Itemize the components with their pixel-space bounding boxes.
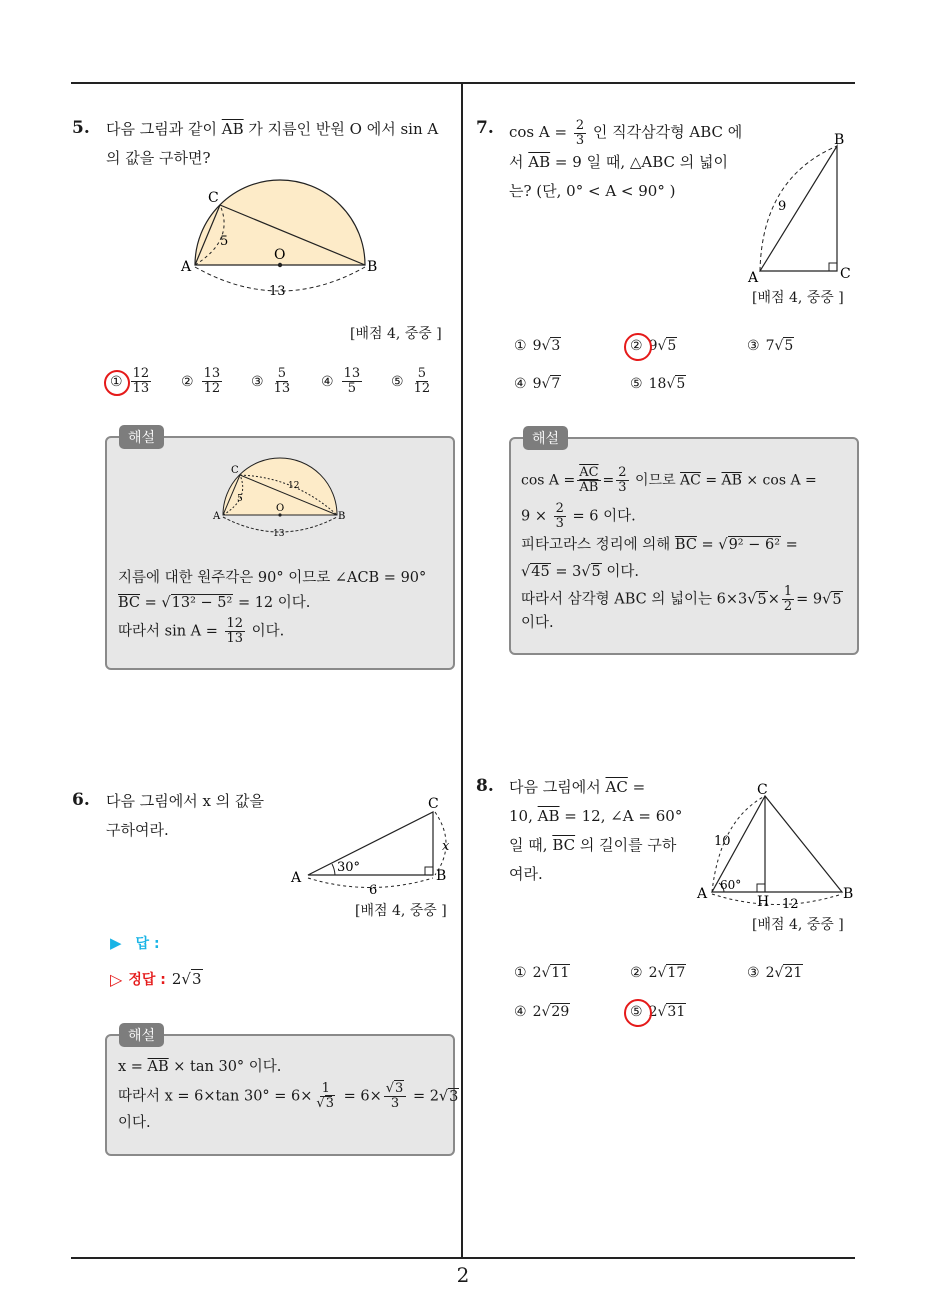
q7-choice-5[interactable]: ⑤ 18√5 [630,376,686,392]
label-h: H [757,894,770,910]
question-7-number: 7. [476,118,494,138]
q5-choice-4[interactable]: ④ $\frac{13}{5}$ [321,366,361,396]
correct-arrow-icon: ▷ [110,969,123,989]
q6-answer-row [110,933,160,953]
q7-choice-2[interactable]: ② 9√5 [630,338,677,354]
top-rule [71,82,855,84]
q8-choice-4[interactable]: ④ 2√29 [514,1004,570,1020]
label-9: 9 [778,199,787,214]
q5-choice-1[interactable]: ① $\frac{12}{13}$ [110,366,150,396]
ex-label-13: 13 [273,529,285,539]
label-a: A [181,259,192,275]
q6-correct-row [110,969,203,989]
label-b: B [367,259,378,275]
ex-label-a: A [213,511,221,522]
q5-choice-3[interactable]: ③ $\frac{5}{13}$ [251,366,291,396]
answer-label: 답 : [135,936,160,952]
q5-explanation-tag: 해설 [119,425,164,449]
center-point [278,263,282,267]
question-8-text: 다음 그림에서 $\overline{AC}$ = 10, $\overline{AB} = 12$, ∠A = 60° 일 때, $\overline{BC}$ 의 길이를 구하 여라. [509,778,683,883]
label-x: x [442,839,450,854]
label-12: 12 [782,897,799,912]
label-5: 5 [220,234,229,249]
question-7-text: cos A = $\frac{2}{3}$ 인 직각삼각형 ABC 에 서 $\overline{AB} = 9$ 일 때, △ABC 의 넓이 는? (단, 0° < A < 90° ) [509,117,743,200]
label-a: A [291,870,302,886]
q7-ex-line-2: 9 × $\frac{2}{3}$ = 6 이다. [521,501,636,531]
label-c: C [757,782,768,798]
question-6-number: 6. [72,790,90,810]
question-6-score: [배점 4, 중중 ] [355,903,447,919]
q5-ex-line-2: $\overline{BC} = √13^2 - 5^2 = 12$ 이다. [118,595,311,611]
question-8-figure [690,780,860,915]
label-13: 13 [269,284,286,299]
page-number: 2 [456,1263,470,1287]
q7-ex-line-6: 이다. [521,615,554,631]
label-10: 10 [714,834,731,849]
correct-value: 2√3 [171,970,202,988]
label-b: B [436,868,447,884]
q8-choice-1[interactable]: ① 2√11 [514,965,570,981]
label-c: C [208,190,219,206]
label-30: 30° [337,860,361,875]
q5-choice-5[interactable]: ⑤ $\frac{5}{12}$ [391,366,431,396]
q7-choice-4[interactable]: ④ 9√7 [514,376,561,392]
bottom-rule [71,1257,855,1259]
ex-label-b: B [338,511,346,522]
label-6: 6 [369,883,378,898]
q6-ex-line-1: $x = \overline{AB} \times \tan 30^\circ$ 이다. [118,1059,282,1075]
q8-answer-mark [624,999,652,1027]
label-a: A [748,270,759,286]
q5-choice-2[interactable]: ② $\frac{13}{12}$ [181,366,221,396]
label-o: O [274,247,286,263]
label-60: 60° [720,878,742,892]
question-8-score: [배점 4, 중중 ] [752,917,844,933]
answer-arrow-icon: ▶ [110,934,122,952]
q5-explanation-figure [205,457,355,542]
ex-label-c: C [231,465,239,476]
q7-answer-mark [624,333,652,361]
q7-choice-3[interactable]: ③ 7√5 [747,338,794,354]
ex-label-5: 5 [237,494,243,504]
q7-ex-line-1: cos A = $\frac{\overline{AC}}{AB}$ = $\frac{2}{3}$ 이므로 $\overline{AC} = \overline{AB} \times \cos A$ = [521,465,817,495]
q6-ex-line-3: 이다. [118,1115,151,1131]
column-divider [461,82,463,1259]
label-b: B [834,132,845,148]
q6-explanation-tag: 해설 [119,1023,164,1047]
correct-label: 정답 : [128,972,166,988]
q8-choice-5[interactable]: ⑤ 2√31 [630,1004,686,1020]
question-5-score: [배점 4, 중중 ] [350,326,442,342]
q7-choice-1[interactable]: ① 9√3 [514,338,561,354]
question-5-number: 5. [72,118,90,138]
label-b: B [843,886,854,902]
label-a: A [697,886,708,902]
q7-explanation-tag: 해설 [523,426,568,450]
ex-label-12: 12 [288,481,300,491]
ex-label-o: O [276,503,285,514]
q5-answer-mark [104,370,130,396]
question-5-text: 다음 그림과 같이 $\overline{AB}$ 가 지름인 반원 O 에서 sin A 의 값을 구하면? [106,120,439,167]
question-8-number: 8. [476,776,494,796]
q8-choice-2[interactable]: ② 2√17 [630,965,686,981]
question-7-score: [배점 4, 중중 ] [752,290,844,306]
q6-ex-line-2: 따라서 x = 6×tan 30° = 6× $\frac{1}{√3}$ = 6× $\frac{√3}{3}$ = 2√3 [118,1081,459,1111]
q5-ex-line-1: 지름에 대한 원주각은 90° 이므로 ∠ACB = 90° [118,570,427,586]
label-c: C [840,266,851,282]
q7-ex-line-3: 피타고라스 정리에 의해 $\overline{BC} = √9^2 - 6^2$ = [521,537,798,553]
q8-choice-3[interactable]: ③ 2√21 [747,965,803,981]
q7-ex-line-4: √45 = 3√5 이다. [521,564,640,580]
question-6-figure [285,792,460,902]
question-6-text: 다음 그림에서 x 의 값을 구하여라. [106,792,264,839]
question-7-figure [742,128,862,288]
question-5-figure [170,175,390,305]
label-c: C [428,796,439,812]
q7-ex-line-5: 따라서 삼각형 ABC 의 넓이는 6×3√5× $\frac{1}{2}$ = 9√5 [521,584,842,614]
q5-ex-line-3: 따라서 sin A = $\frac{12}{13}$ 이다. [118,616,285,646]
